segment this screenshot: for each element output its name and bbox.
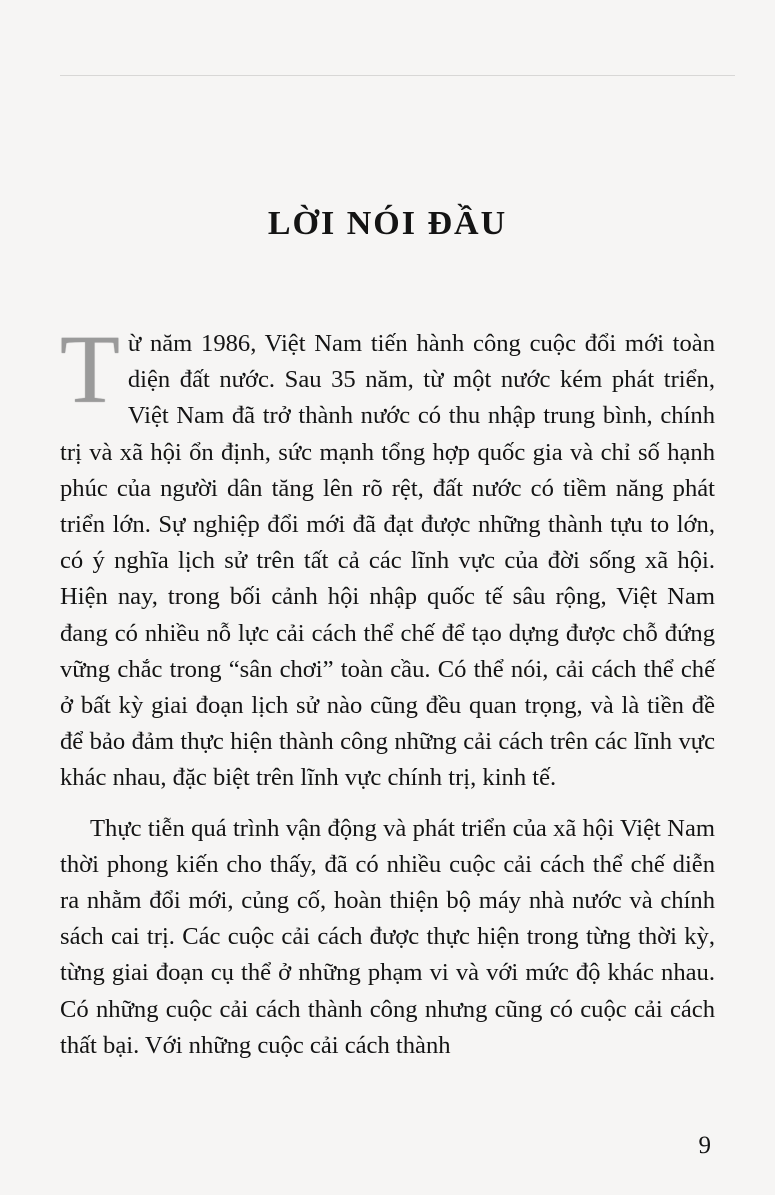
paragraph-1 (60, 316, 715, 797)
page-number: 9 (698, 1132, 711, 1159)
body-text (60, 316, 715, 1078)
drop-cap: T (60, 316, 120, 424)
paragraph-1-text: ừ năm 1986, Việt Nam tiến hành công cuộc đổi mới toàn diện đất nước. Sau 35 năm, từ một nước kém phát triển, Việt Nam đã trở thành nước có thu nhập trung bình, chính trị và xã hội ổn định, sức mạnh tổng hợp quốc gia và chỉ số hạnh phúc của người dân tăng lên rõ rệt, đất nước có tiềm năng phát triển lớn. Sự nghiệp đổi mới đã đạt được những thành tựu to lớn, có ý nghĩa lịch sử trên tất cả các lĩnh vực của đời sống xã hội. Hiện nay, trong bối cảnh hội nhập quốc tế sâu rộng, Việt Nam đang có nhiều nỗ lực cải cách thể chế để tạo dựng được chỗ đứng vững chắc trong “sân chơi” toàn cầu. Có thể nói, cải cách thể chế ở bất kỳ giai đoạn lịch sử nào cũng đều quan trọng, và là tiền đề để bảo đảm thực hiện thành công những cải cách trên các lĩnh vực khác nhau, đặc biệt trên lĩnh vực chính trị, kinh tế. (60, 330, 715, 792)
header-rule (60, 75, 735, 76)
header-bleed-through (0, 48, 775, 78)
page-title: LỜI NÓI ĐẦU (267, 205, 508, 242)
paragraph-2: Thực tiễn quá trình vận động và phát triển của xã hội Việt Nam thời phong kiến cho thấy, đã có nhiều cuộc cải cách thể chế diễn ra nhằm đổi mới, củng cố, hoàn thiện bộ máy nhà nước và chính sách cai trị. Các cuộc cải cách được thực hiện trong từng thời kỳ, từng giai đoạn cụ thể ở những phạm vi và với mức độ khác nhau. Có những cuộc cải cách thành công nhưng cũng có cuộc cải cách thất bại. Với những cuộc cải cách thành (60, 814, 715, 1059)
